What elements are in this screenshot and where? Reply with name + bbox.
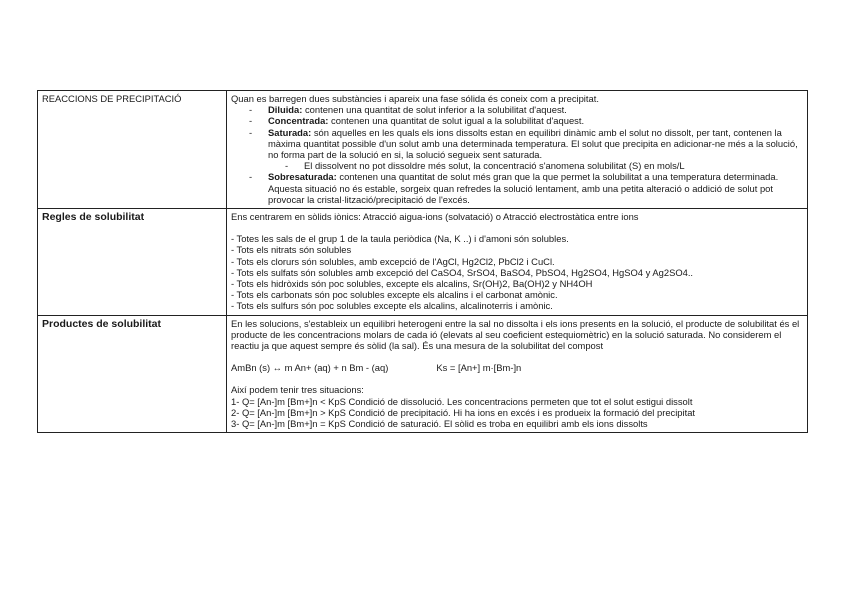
list-item [249,115,803,126]
term: Sobresaturada: [268,171,337,183]
definition: contenen una quantitat de solut inferior a la solubilitat d'aquest. [302,104,567,116]
rule-line: - Totes les sals de el grup 1 de la taula periòdica (Na, K ..) i d'amoni són solubles. [231,233,569,245]
sub-list [268,160,803,171]
definition-list [231,104,803,205]
section-intro: Ens centrarem en sòlids iònics: Atracció aigua-ions (solvatació) o Atracció electrostàtica entre ions [231,211,639,223]
section-body [227,91,808,209]
list-item [249,171,803,205]
rule-line: - Tots els carbonats són poc solubles excepte els alcalins i el carbonat amònic. [231,289,558,301]
situation-line: 1- Q= [An-]m [Bm+]n < KpS Condició de dissolució. Les concentracions permeten que tot el solut estigui dissolt [231,395,693,407]
rule-line: - Tots els sulfats són solubles amb excepció del CaSO4, SrSO4, BaSO4, PbSO4, Hg2SO4, HgSO4 y Ag2SO4.. [231,266,694,278]
term: Diluida: [268,104,303,116]
section-title: REACCIONS DE PRECIPITACIÓ [38,91,227,209]
table-row [38,315,808,433]
table-row [38,91,808,209]
situation-line: 3- Q= [An-]m [Bm+]n = KpS Condició de saturació. El sòlid es troba en equilibri amb els ions dissolts [231,418,648,430]
notes-table [37,90,808,433]
rule-line: - Tots els clorurs són solubles, amb excepció de l'AgCl, Hg2Cl2, PbCl2 i CuCl. [231,255,555,267]
rule-line: - Tots els sulfurs són poc solubles excepte els alcalins, alcalinoterris i amònic. [231,300,553,312]
section-intro: En les solucions, s'estableix un equilibri heterogeni entre la sal no dissolta i els ions presents en la solució, el producte de solubilitat és el producte de les concentracions molars de cada ió (elevats al seu coeficient estequiomètric) en la solució saturada. No considerem el reactiu ja que aquest sempre és sòlid (la sal). És una mesura de la solubilitat del compost [231,317,800,352]
list-item [249,104,803,115]
ks-expression: Ks = [An+] m·[Bm-]n [436,362,522,374]
definition: contenen una quantitat de solut més gran que la que permet la solubilitat a una temperatura determinada. Aquesta situació no és estable, sorgeix quan refredes la solució lentament, amb una petita alteració o addició de solut pot provocar la cristal·lització/precipitació de l'excés. [268,171,779,205]
table-row [38,209,808,316]
rule-line: - Tots els nitrats són solubles [231,244,352,256]
rule-line: - Tots els hidròxids són poc solubles, excepte els alcalins, Sr(OH)2, Ba(OH)2 y NH4OH [231,278,593,290]
section-title: Productes de solubilitat [38,315,227,433]
equilibrium-equation: AmBn (s) ↔ m An+ (aq) + n Bm - (aq) [231,362,389,374]
section-intro: Quan es barregen dues substàncies i apareix una fase sólida és coneix com a precipitat. [231,93,599,104]
term: Saturada: [268,126,312,138]
situation-line: 2- Q= [An-]m [Bm+]n > KpS Condició de precipitació. Hi ha ions en excés i es produeix la formació del precipitat [231,406,696,418]
situations-intro: Així podem tenir tres situacions: [231,384,364,396]
section-body [227,209,808,316]
term: Concentrada: [268,115,329,127]
section-body [227,315,808,433]
definition: contenen una quantitat de solut igual a la solubilitat d'aquest. [328,115,585,127]
list-item: - El dissolvent no pot dissoldre més solut, la concentració s'anomena solubilitat (S) en mols/L [285,160,803,171]
equation-line [231,362,803,373]
definition: són aquelles en les quals els ions dissolts estan en equilibri dinàmic amb el solut no dissolt, per tant, contenen la màxima quantitat possible d'un solut amb una determinada temperatura. El solut que precipita en adicionar-ne més a la solució, no forma part de la solució en si, la solució segueix sent saturada. [268,126,798,161]
list-item [249,127,803,172]
section-title: Regles de solubilitat [38,209,227,316]
